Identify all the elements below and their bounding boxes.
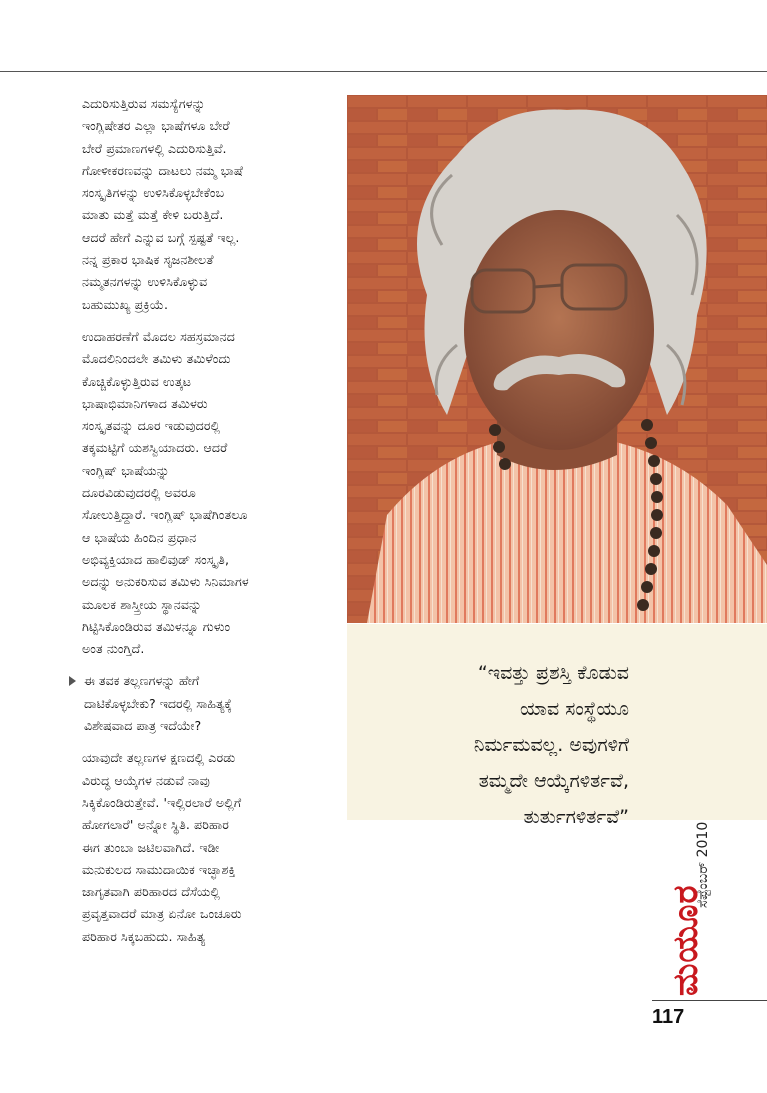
quote-line: ನಿರ್ಮಮವಲ್ಲ. ಅವುಗಳಿಗೆ xyxy=(473,734,629,756)
quote-line: “ಇವತ್ತು ಪ್ರಶಸ್ತಿ ಕೊಡುವ xyxy=(477,662,629,684)
interview-question xyxy=(82,670,334,737)
text-line: ಅದನ್ನು ಅನುಕರಿಸುವ ತಮಿಳು ಸಿನಿಮಾಗಳ xyxy=(82,574,249,590)
text-line: ಗೋಳೀಕರಣವನ್ನು ದಾಟಲು ನಮ್ಮ ಭಾಷೆ xyxy=(82,162,244,178)
top-rule xyxy=(0,71,767,72)
text-line: ಸಂಸ್ಕೃತಿಗಳನ್ನು ಉಳಿಸಿಕೊಳ್ಳಬೇಕೆಂಬ xyxy=(82,185,225,201)
issue-date-text: ಸೆಪ್ಟೆಂಬರ್ 2010 xyxy=(695,821,711,908)
text-line: ಪರಿಹಾರ ಸಿಕ್ಕಬಹುದು. ಸಾಹಿತ್ಯ xyxy=(82,928,206,944)
magazine-name: ಮಯೂರ xyxy=(666,884,706,996)
paragraph-1 xyxy=(82,93,334,316)
question-line: ವಿಶೇಷವಾದ ಪಾತ್ರ ಇದೆಯೇ? xyxy=(84,718,202,734)
text-line: ಎದುರಿಸುತ್ತಿರುವ ಸಮಸ್ಯೆಗಳನ್ನು xyxy=(82,96,206,111)
text-line: ಇಂಗ್ಲಿಷ್ ಭಾಷೆಯನ್ನು xyxy=(82,462,170,478)
text-line: ಗಿಟ್ಟಿಸಿಕೊಂಡಿರುವ ತಮಿಳನ್ನೂ ಗುಳುಂ xyxy=(82,618,231,634)
text-line: ಇಂಗ್ಲಿಷೇತರ ಎಲ್ಲಾ ಭಾಷೆಗಳೂ ಬೇರೆ xyxy=(82,118,230,134)
quote-line: ಯಾವ ಸಂಸ್ಥೆಯೂ xyxy=(519,698,629,720)
text-line: ಪ್ರವೃತ್ತವಾದರೆ ಮಾತ್ರ ಏನೋ ಒಂಚೂರು xyxy=(82,906,242,922)
page-number: 117 xyxy=(652,1006,685,1028)
quote-line: ತುರ್ತುಗಳಿರ್ತವೆ” xyxy=(523,806,629,828)
text-line: ಕೊಚ್ಚಿಕೊಳ್ಳುತ್ತಿರುವ ಉತ್ಕಟ xyxy=(82,373,192,389)
text-line: ಅಂತ ನುಂಗ್ತಿದೆ. xyxy=(82,641,145,657)
text-line: ವಿರುದ್ಧ ಆಯ್ಕೆಗಳ ನಡುವೆ ನಾವು xyxy=(82,772,210,788)
text-line: ಬಹುಮುಖ್ಯ ಪ್ರಕ್ರಿಯೆ. xyxy=(82,296,169,312)
text-line: ಬೇರೆ ಪ್ರಮಾಣಗಳಲ್ಲಿ ಎದುರಿಸುತ್ತಿವೆ. xyxy=(82,140,227,156)
author-portrait-photo xyxy=(347,95,767,623)
text-line: ಸಂಸ್ಕೃತವನ್ನು ದೂರ ಇಡುವುದರಲ್ಲಿ xyxy=(82,418,221,434)
article-column xyxy=(82,93,334,958)
text-line: ಮೊದಲಿನಿಂದಲೇ ತಮಿಳು ತಮಿಳೆಂದು xyxy=(82,351,231,367)
paragraph-3 xyxy=(82,747,334,948)
footer-rule xyxy=(652,1000,767,1001)
text-line: ಮನುಕುಲದ ಸಾಮುದಾಯಿಕ ಇಚ್ಛಾಶಕ್ತಿ xyxy=(82,861,236,877)
triangle-bullet-icon xyxy=(69,676,76,686)
text-line: ನನ್ನ ಪ್ರಕಾರ ಭಾಷಿಕ ಸೃಜನಶೀಲತೆ xyxy=(82,252,214,268)
text-line: ಯಾವುದೇ ತಲ್ಲಣಗಳ ಕ್ಷಣದಲ್ಲಿ ಎರಡು xyxy=(82,750,236,766)
text-line: ಅಭಿವ್ಯಕ್ತಿಯಾದ ಹಾಲಿವುಡ್ ಸಂಸ್ಕೃತಿ, xyxy=(82,551,230,567)
quote-line: ತಮ್ಮದೇ ಆಯ್ಕೆಗಳಿರ್ತವೆ, xyxy=(478,770,629,792)
question-line: ಈ ತವಕ ತಲ್ಲಣಗಳನ್ನು ಹೇಗೆ xyxy=(84,673,200,689)
text-line: ಉದಾಹರಣೆಗೆ ಮೊದಲ ಸಹಸ್ರಮಾನದ xyxy=(82,328,235,344)
text-line: ಜಾಗೃತವಾಗಿ ಪರಿಹಾರದ ದೆಸೆಯಲ್ಲಿ xyxy=(82,884,221,900)
text-line: ಆ ಭಾಷೆಯ ಹಿಂದಿನ ಪ್ರಧಾನ xyxy=(82,529,197,545)
text-line: ಮಾತು ಮತ್ತೆ ಮತ್ತೆ ಕೇಳಿ ಬರುತ್ತಿದೆ. xyxy=(82,207,224,223)
text-line: ತಕ್ಕಮಟ್ಟಿಗೆ ಯಶಸ್ವಿಯಾದರು. ಆದರೆ xyxy=(82,440,228,456)
pull-quote xyxy=(474,655,629,835)
text-line: ಮೂಲಕ ಶಾಸ್ತ್ರೀಯ ಸ್ಥಾನವನ್ನು xyxy=(82,596,202,612)
paragraph-2 xyxy=(82,326,334,660)
text-line: ಸಿಕ್ಕಿಕೊಂಡಿರುತ್ತೇವೆ. 'ಇಲ್ಲಿರಲಾರೆ ಅಲ್ಲಿಗೆ xyxy=(82,794,242,810)
text-line: ಈಗ ತುಂಬಾ ಜಟಿಲವಾಗಿದೆ. ಇಡೀ xyxy=(82,839,220,855)
text-line: ದೂರವಿಡುವುದರಲ್ಲಿ ಅವರೂ xyxy=(82,485,196,501)
magazine-logo xyxy=(662,884,706,997)
text-line: ಆದರೆ ಹೇಗೆ ಎನ್ನುವ ಬಗ್ಗೆ ಸ್ಪಷ್ಟತೆ ಇಲ್ಲ. xyxy=(82,229,240,245)
text-line: ನಮ್ಮತನಗಳನ್ನು ಉಳಿಸಿಕೊಳ್ಳುವ xyxy=(82,274,208,290)
text-line: ಭಾಷಾಭಿಮಾನಿಗಳಾದ ತಮಿಳರು xyxy=(82,395,208,411)
text-line: ಸೋಲುತ್ತಿದ್ದಾರೆ. ಇಂಗ್ಲಿಷ್ ಭಾಷೆಗಿಂತಲೂ xyxy=(82,507,248,523)
text-line: ಹೋಗಲಾರೆ' ಅನ್ನೋ ಸ್ಥಿತಿ. ಪರಿಹಾರ xyxy=(82,817,230,833)
portrait-illustration xyxy=(347,95,767,623)
question-line: ದಾಟಿಕೊಳ್ಳಬೇಕು? ಇದರಲ್ಲಿ ಸಾಹಿತ್ಯಕ್ಕೆ xyxy=(84,695,232,711)
